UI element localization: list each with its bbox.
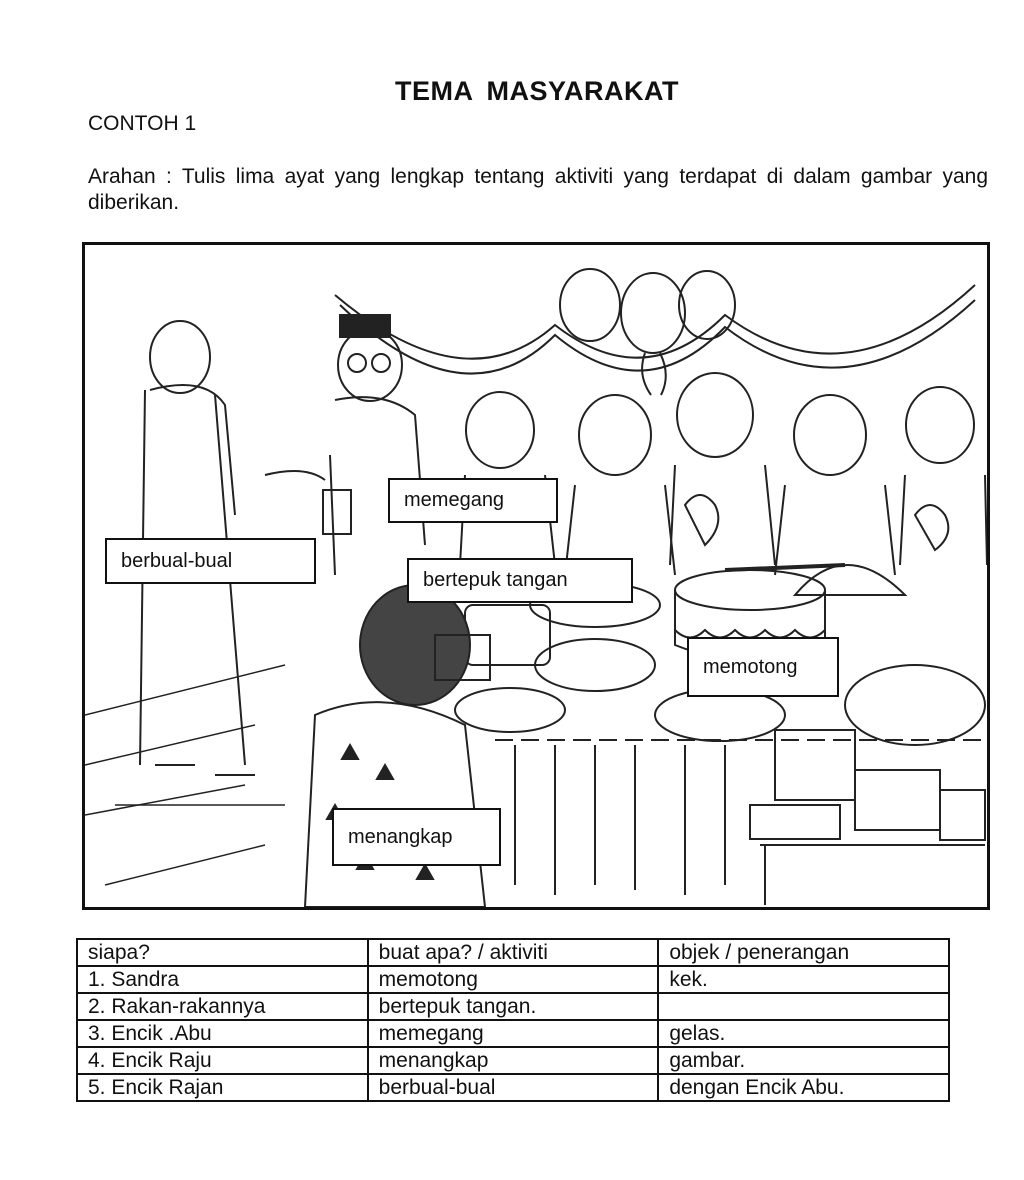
table-row (77, 1020, 949, 1047)
answer-table (76, 938, 950, 1102)
cell-aktiviti: berbual-bual (368, 1074, 659, 1101)
cell-siapa: 1. Sandra (77, 966, 368, 993)
table-row (77, 1074, 949, 1101)
cell-objek: gambar. (658, 1047, 949, 1074)
cell-aktiviti: bertepuk tangan. (368, 993, 659, 1020)
cell-objek: gelas. (658, 1020, 949, 1047)
cell-siapa: 3. Encik .Abu (77, 1020, 368, 1047)
cell-objek (658, 993, 949, 1020)
cell-aktiviti: menangkap (368, 1047, 659, 1074)
label-memotong: memotong (687, 637, 839, 697)
header-siapa: siapa? (77, 939, 368, 966)
cell-siapa: 2. Rakan-rakannya (77, 993, 368, 1020)
label-menangkap: menangkap (332, 808, 501, 866)
label-berbual-bual: berbual-bual (105, 538, 316, 584)
table-row (77, 1047, 949, 1074)
header-aktiviti: buat apa? / aktiviti (368, 939, 659, 966)
cell-objek: kek. (658, 966, 949, 993)
cell-aktiviti: memegang (368, 1020, 659, 1047)
table-header-row (77, 939, 949, 966)
label-memegang: memegang (388, 478, 558, 523)
instruction-text: Arahan : Tulis lima ayat yang lengkap tentang aktiviti yang terdapat di dalam gambar yang diberikan. (88, 165, 988, 214)
table-row (77, 966, 949, 993)
page-title: TEMA MASYARAKAT (394, 76, 679, 106)
party-illustration (82, 242, 990, 910)
example-label: CONTOH 1 (88, 112, 197, 135)
label-bertepuk-tangan: bertepuk tangan (407, 558, 633, 603)
cell-siapa: 4. Encik Raju (77, 1047, 368, 1074)
table-row (77, 993, 949, 1020)
cell-aktiviti: memotong (368, 966, 659, 993)
cell-objek: dengan Encik Abu. (658, 1074, 949, 1101)
cell-siapa: 5. Encik Rajan (77, 1074, 368, 1101)
header-objek: objek / penerangan (658, 939, 949, 966)
